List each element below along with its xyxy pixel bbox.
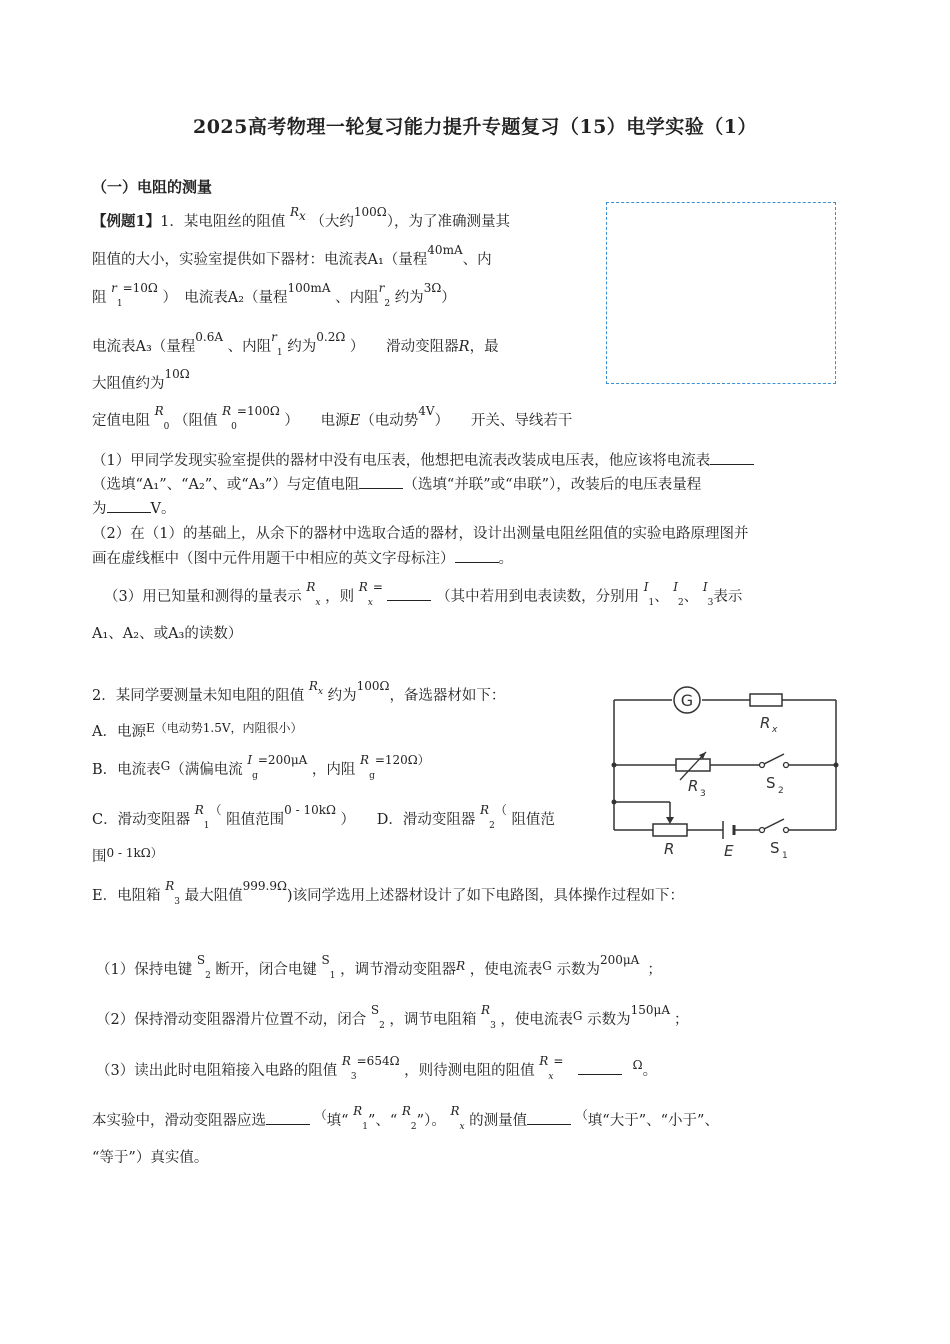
answer-blank[interactable] xyxy=(710,450,754,465)
circuit-label-rx-sub: x xyxy=(772,725,778,735)
ex1-q3-line2: A₁、A₂、或A₃的读数） xyxy=(92,626,243,642)
circuit-label-s1-sub: 1 xyxy=(782,851,788,861)
ex1-line3: 阻 $^r_1^{=10\Omega}$ ） 电流表A₂（量程$^{100mA}$ 、内阻$^r_2$ 约为$^{3\Omega}$） xyxy=(92,281,456,309)
switch-s1-terminal xyxy=(784,828,789,833)
answer-blank[interactable] xyxy=(359,474,403,489)
ex2-step2: （2）保持滑动变阻器滑片位置不动，闭合 $^S_2$ ，调节电阻箱 $^R_3$ ，使电流表$^G$ 示数为$^{150\mu A}$； xyxy=(96,1003,689,1031)
drawing-area-box xyxy=(606,202,836,384)
junction-dot xyxy=(612,800,617,805)
circuit-label-rx: R xyxy=(760,714,771,732)
ex2-option-d-cont: 围$^{0 - 1k\Omega)}$ xyxy=(92,846,163,865)
resistor-rx-symbol xyxy=(750,694,782,706)
switch-s1-blade xyxy=(764,819,784,829)
answer-blank[interactable] xyxy=(107,498,151,513)
example-tag: 【例题1】 xyxy=(92,213,161,230)
ex2-step3: （3）读出此时电阻箱接入电路的阻值 $^R_3^{=654\Omega}$ ，则待测电阻的阻值 $^R_x$= $^\Omega$。 xyxy=(96,1054,658,1082)
ex1-line5: 大阻值约为$^{10\Omega}$ xyxy=(92,367,190,392)
ex2-option-e: E．电阻箱 $^R_3$ 最大阻值$^{999.9\Omega}$)该同学选用上述器材设计了如下电路图，具体操作过程如下： xyxy=(92,879,685,907)
circuit-diagram xyxy=(600,680,845,865)
circuit-label-s1: S xyxy=(770,839,780,857)
ex1-q2-line1: （2）在（1）的基础上，从余下的器材中选取合适的器材，设计出测量电阻丝阻值的实验电路原理图并 xyxy=(92,526,749,542)
circuit-label-g: G xyxy=(680,691,694,710)
ex2-option-a: A．电源$^{E(电动势1.5V,内阻很小)}$ xyxy=(92,721,303,740)
ex1-q1-line1: （1）甲同学发现实验室提供的器材中没有电压表，他想把电流表改装成电压表，他应该将电流表 xyxy=(92,450,754,471)
circuit-label-r3: R xyxy=(688,777,699,795)
ex2-step1: （1）保持电键 $^S_2$ 断开，闭合电键 $^S_1$ ，调节滑动变阻器$^R$ ，使电流表$^G$ 示数为$^{200\mu A}$； xyxy=(96,953,662,981)
section-heading: （一）电阻的测量 xyxy=(92,178,213,196)
answer-blank[interactable] xyxy=(266,1110,310,1125)
circuit-label-s2-sub: 2 xyxy=(778,786,784,796)
ex1-q1-line2: （选填“A₁”、“A₂”、或“A₃”）与定值电阻 （选填“并联”或“串联”），改装后的电压表量程 xyxy=(92,474,701,495)
answer-blank[interactable] xyxy=(455,548,499,563)
answer-blank[interactable] xyxy=(578,1060,622,1075)
circuit-label-e: E xyxy=(724,842,734,860)
ex1-line1: 【例题1】1．某电阻丝的阻值 $^{Rx}$ （大约$^{100\Omega}$），为了准确测量其 xyxy=(92,205,510,230)
ex1-line6: 定值电阻 $^R_0$ （阻值 $^R_0^{=100\Omega}$ ） 电源E（电动势$^{4V}$） 开关、导线若干 xyxy=(92,404,573,432)
ex1-line4: 电流表A₃（量程$^{0.6A}$ 、内阻$^r_1$ 约为$^{0.2\Omega}$ ） 滑动变阻器R，最 xyxy=(92,330,499,358)
ex2-final-line1: 本实验中，滑动变阻器应选 （填“ $^R_1$”、“ $^R_2$”）。 $^R_x$ 的测量值 （填“大于”、“小于”、 xyxy=(92,1104,719,1132)
ex2-option-cd: C．滑动变阻器 $^R_1$（ 阻值范围$^{0 - 10k\Omega}$ ） D．滑动变阻器 $^R_2$（ 阻值范 xyxy=(92,803,555,831)
junction-dot xyxy=(612,763,617,768)
answer-blank[interactable] xyxy=(387,586,431,601)
ex1-q2-line2: 画在虚线框中（图中元件用题干中相应的英文字母标注） 。 xyxy=(92,548,513,569)
circuit-label-r: R xyxy=(664,840,675,858)
switch-s1-terminal xyxy=(760,828,765,833)
ex2-option-b: B．电流表$^G$（满偏电流 $^I_g^{=200\mu A}$ ，内阻 $^R_g^{=120\Omega)}$ xyxy=(92,753,430,781)
page-title: 2025高考物理一轮复习能力提升专题复习（15）电学实验（1） xyxy=(192,116,758,138)
switch-s2-blade xyxy=(764,754,784,764)
resistor-box-symbol xyxy=(676,759,710,771)
rheostat-symbol xyxy=(653,824,687,836)
ex1-line2: 阻值的大小，实验室提供如下器材：电流表A₁（量程$^{40mA}$、内 xyxy=(92,243,492,268)
circuit-label-r3-sub: 3 xyxy=(700,789,706,799)
switch-s2-terminal xyxy=(784,763,789,768)
ex2-final-line2: “等于”）真实值。 xyxy=(92,1150,209,1166)
answer-blank[interactable] xyxy=(527,1110,571,1125)
ex2-line1: 2．某同学要测量未知电阻的阻值 $^{Rx}$ 约为$^{100\Omega}$，备选器材如下： xyxy=(92,679,506,704)
junction-dot xyxy=(834,763,839,768)
circuit-label-s2: S xyxy=(766,774,776,792)
ex1-q3-line1: （3）用已知量和测得的量表示 $^R_x$ ，则 $^R_x$= （其中若用到电表读数，分别用 $^I_1$、 $^I_2$、 $^I_3$表示 xyxy=(104,580,743,608)
slider-arrow xyxy=(666,817,674,824)
switch-s2-terminal xyxy=(760,763,765,768)
ex1-q1-line3: 为 V。 xyxy=(92,498,175,519)
